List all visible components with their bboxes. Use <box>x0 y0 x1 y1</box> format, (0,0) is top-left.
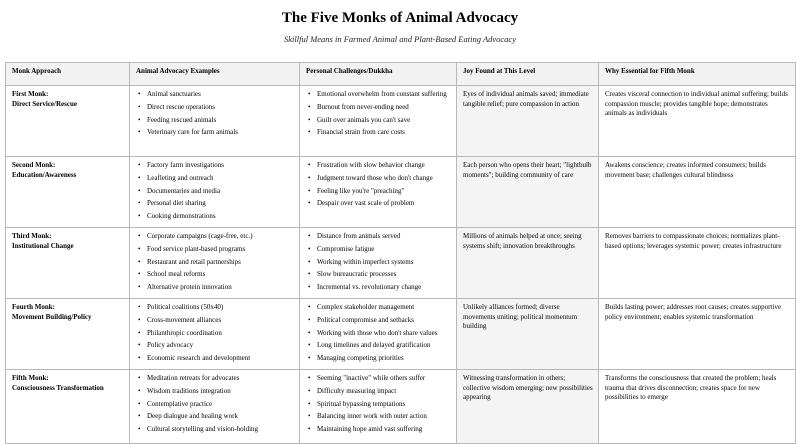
table-row <box>6 299 796 370</box>
example-item: • Corporate campaigns (cage-free, etc.) <box>147 232 294 242</box>
monk-approach-cell <box>6 228 130 299</box>
challenge-item: • Frustration with slow behavior change <box>317 161 451 171</box>
joy-cell: Eyes of individual animals saved; immediate tangible relief; pure compassion in action <box>457 86 599 157</box>
why-essential-cell: Removes barriers to compassionate choices; normalizes plant-based options; leverages systemic power; creates infrastructure <box>599 228 796 299</box>
challenge-item: • Slow bureaucratic processes <box>317 270 451 280</box>
challenges-list <box>306 303 451 364</box>
monk-approach: Consciousness Transformation <box>12 383 104 392</box>
monk-name: Fifth Monk: <box>12 374 49 382</box>
column-header-why-essential: Why Essential for Fifth Monk <box>599 63 796 86</box>
challenge-item: • Difficulty measuring impact <box>317 387 451 397</box>
challenges-cell <box>300 228 457 299</box>
challenge-item: • Compromise fatigue <box>317 245 451 255</box>
monk-approach-cell <box>6 157 130 228</box>
joy-cell: Unlikely alliances formed; diverse movements uniting; political momentum building <box>457 299 599 370</box>
monk-name: Fourth Monk: <box>12 303 55 311</box>
challenge-item: • Political compromise and setbacks <box>317 316 451 326</box>
monk-approach: Institutional Change <box>12 241 74 250</box>
examples-cell <box>130 157 300 228</box>
joy-cell: Witnessing transformation in others; collective wisdom emerging; new possibilities appearing <box>457 370 599 444</box>
header-row <box>6 63 796 86</box>
example-item: • Personal diet sharing <box>147 199 294 209</box>
example-item: • Contemplative practice <box>147 400 294 410</box>
joy-cell: Millions of animals helped at once; seeing systems shift; innovation breakthroughs <box>457 228 599 299</box>
challenge-item: • Complex stakeholder management <box>317 303 451 313</box>
challenge-item: • Distance from animals served <box>317 232 451 242</box>
examples-cell <box>130 228 300 299</box>
monk-approach-cell <box>6 370 130 444</box>
challenges-cell <box>300 299 457 370</box>
why-essential-cell: Builds lasting power; addresses root causes; creates supportive policy environment; enables systemic transformation <box>599 299 796 370</box>
challenge-item: • Working with those who don't share values <box>317 329 451 339</box>
examples-cell <box>130 370 300 444</box>
example-item: • Restaurant and retail partnerships <box>147 258 294 268</box>
challenge-item: • Balancing inner work with outer action <box>317 412 451 422</box>
challenges-list <box>306 90 451 138</box>
examples-cell <box>130 86 300 157</box>
challenges-list <box>306 374 451 435</box>
example-item: • Political coalitions (50x40) <box>147 303 294 313</box>
column-header-joy: Joy Found at This Level <box>457 63 599 86</box>
challenges-list <box>306 232 451 293</box>
monk-approach: Direct Service/Rescue <box>12 99 77 108</box>
challenge-item: • Seeming "inactive" while others suffer <box>317 374 451 384</box>
example-item: • Factory farm investigations <box>147 161 294 171</box>
challenges-cell <box>300 370 457 444</box>
challenge-item: • Emotional overwhelm from constant suffering <box>317 90 451 100</box>
challenge-item: • Managing competing priorities <box>317 354 451 364</box>
challenge-item: • Judgment toward those who don't change <box>317 174 451 184</box>
example-item: • Policy advocacy <box>147 341 294 351</box>
table-row <box>6 228 796 299</box>
examples-list <box>136 303 294 364</box>
table-row <box>6 86 796 157</box>
monk-approach: Movement Building/Policy <box>12 312 92 321</box>
monk-name: Second Monk: <box>12 161 56 169</box>
challenge-item: • Maintaining hope amid vast suffering <box>317 425 451 435</box>
example-item: • Animal sanctuaries <box>147 90 294 100</box>
challenge-item: • Spiritual bypassing temptations <box>317 400 451 410</box>
example-item: • Economic research and development <box>147 354 294 364</box>
monk-approach-cell <box>6 86 130 157</box>
examples-cell <box>130 299 300 370</box>
table-header <box>6 63 796 86</box>
challenges-list <box>306 161 451 209</box>
example-item: • Veterinary care for farm animals <box>147 128 294 138</box>
example-item: • Wisdom traditions integration <box>147 387 294 397</box>
why-essential-cell: Awakens conscience; creates informed consumers; builds movement base; challenges cultural blindness <box>599 157 796 228</box>
table-row <box>6 157 796 228</box>
example-item: • School meal reforms <box>147 270 294 280</box>
challenge-item: • Incremental vs. revolutionary change <box>317 283 451 293</box>
example-item: • Deep dialogue and healing work <box>147 412 294 422</box>
examples-list <box>136 161 294 222</box>
example-item: • Meditation retreats for advocates <box>147 374 294 384</box>
monk-name: Third Monk: <box>12 232 52 240</box>
example-item: • Cooking demonstrations <box>147 212 294 222</box>
table-body <box>6 86 796 444</box>
challenge-item: • Feeling like you're "preaching" <box>317 187 451 197</box>
page-subtitle: Skillful Means in Farmed Animal and Plant-Based Eating Advocacy <box>284 34 516 44</box>
example-item: • Feeding rescued animals <box>147 116 294 126</box>
column-header-examples: Animal Advocacy Examples <box>130 63 300 86</box>
examples-list <box>136 374 294 435</box>
example-item: • Cultural storytelling and vision-holding <box>147 425 294 435</box>
monk-approach: Education/Awareness <box>12 170 77 179</box>
why-essential-cell: Creates visceral connection to individual animal suffering; builds compassion muscle; provides tangible hope; demonstrates animals as individuals <box>599 86 796 157</box>
example-item: • Cross-movement alliances <box>147 316 294 326</box>
example-item: • Leafleting and outreach <box>147 174 294 184</box>
challenges-cell <box>300 86 457 157</box>
table-row <box>6 370 796 444</box>
example-item: • Philanthropic coordination <box>147 329 294 339</box>
joy-cell: Each person who opens their heart; "lightbulb moments"; building community of care <box>457 157 599 228</box>
page-title: The Five Monks of Animal Advocacy <box>281 10 519 26</box>
example-item: • Direct rescue operations <box>147 103 294 113</box>
challenges-cell <box>300 157 457 228</box>
example-item: • Food service plant-based programs <box>147 245 294 255</box>
column-header-monk-approach: Monk Approach <box>6 63 130 86</box>
column-header-challenges: Personal Challenges/Dukkha <box>300 63 457 86</box>
challenge-item: • Working within imperfect systems <box>317 258 451 268</box>
why-essential-cell: Transforms the consciousness that created the problem; heals trauma that drives disconnection; creates space for new possibilities to emerge <box>599 370 796 444</box>
challenge-item: • Financial strain from care costs <box>317 128 451 138</box>
monks-table <box>5 62 796 444</box>
challenge-item: • Long timelines and delayed gratification <box>317 341 451 351</box>
challenge-item: • Guilt over animals you can't save <box>317 116 451 126</box>
examples-list <box>136 90 294 138</box>
challenge-item: • Burnout from never-ending need <box>317 103 451 113</box>
example-item: • Alternative protein innovation <box>147 283 294 293</box>
examples-list <box>136 232 294 293</box>
monk-approach-cell <box>6 299 130 370</box>
example-item: • Documentaries and media <box>147 187 294 197</box>
monk-name: First Monk: <box>12 90 49 98</box>
challenge-item: • Despair over vast scale of problem <box>317 199 451 209</box>
